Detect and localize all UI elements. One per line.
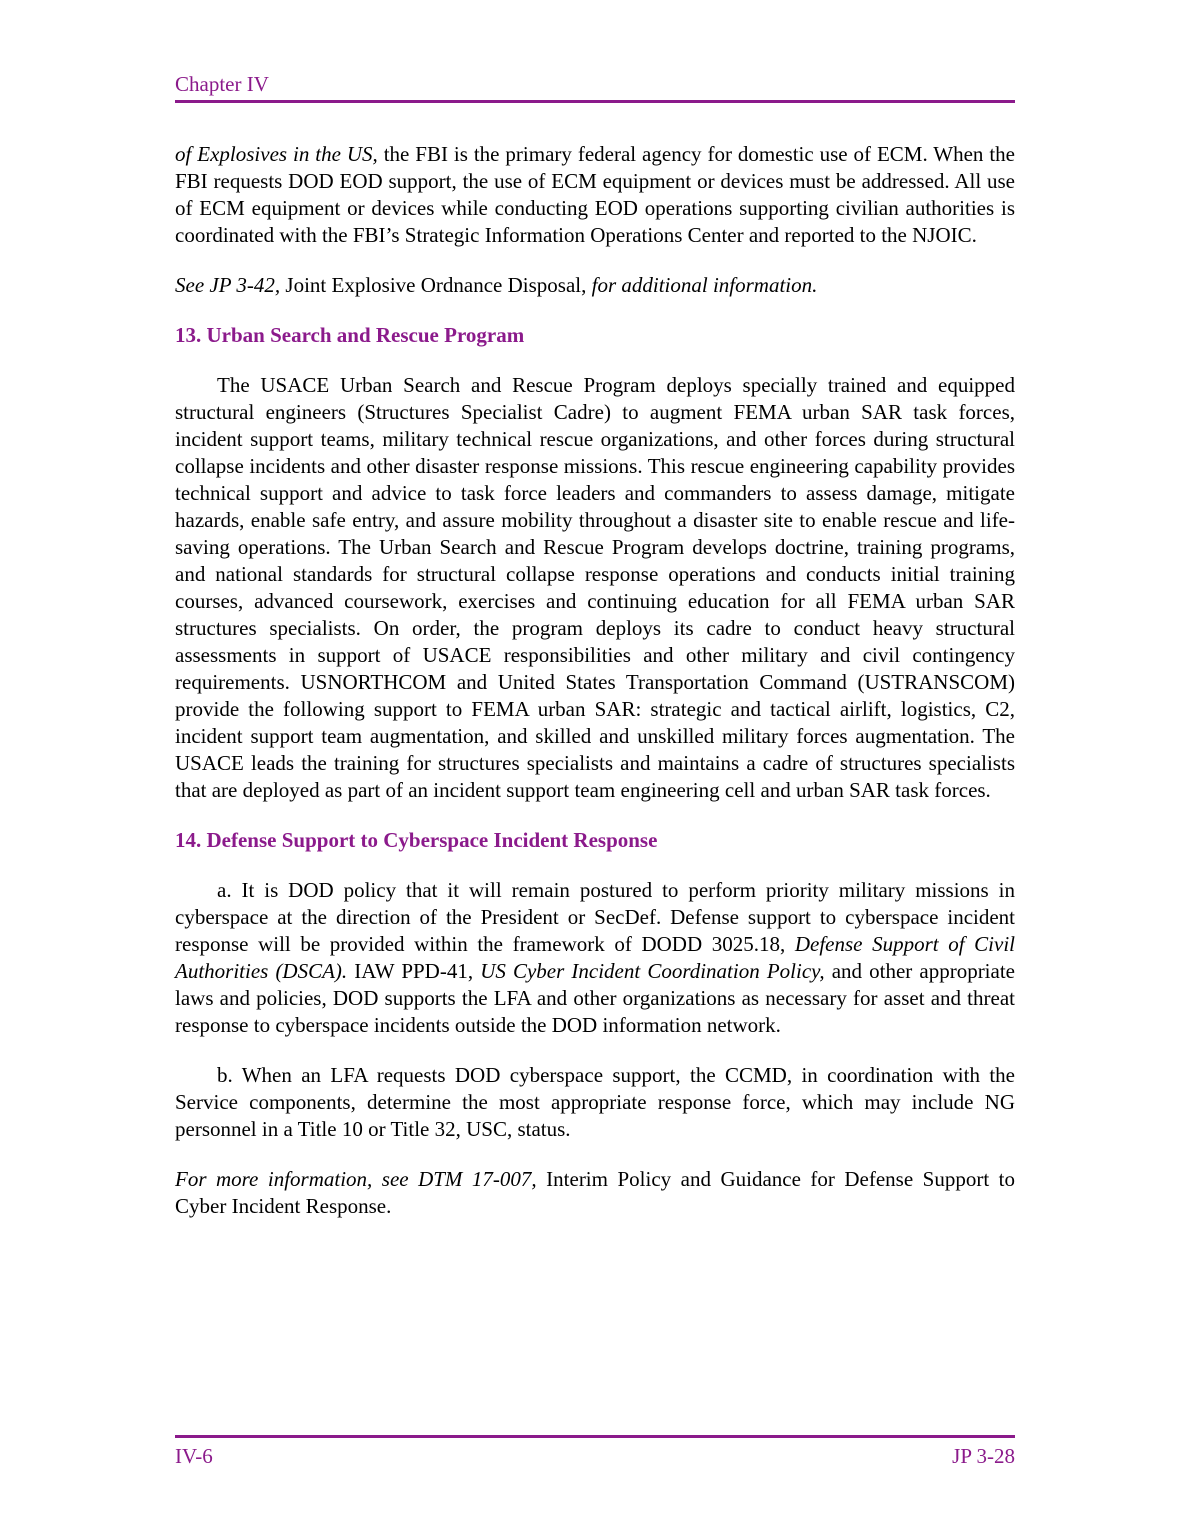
paragraph-text: and other appropriate laws and policies, DOD supports the LFA and other organizations as necessary for asset and threat response to cyberspace incidents outside the DOD information network. <box>175 959 1015 1037</box>
italic-ref: US Cyber Incident Coordination Policy, <box>480 959 825 983</box>
paragraph-text: a. It is DOD policy that it will remain postured to perform priority military missions in cyberspace at the direction of the President or SecDef. Defense support to cyberspace incident response will be provided within the framework of DODD 3025.18, <box>175 878 1015 956</box>
see-also-eod <box>175 272 1015 299</box>
page-footer <box>175 1435 1015 1470</box>
paragraph-usar: The USACE Urban Search and Rescue Program deploys specially trained and equipped structural engineers (Structures Specialist Cadre) to augment FEMA urban SAR task forces, incident support teams, military technical rescue organizations, and other forces during structural collapse incidents and other disaster response missions. This rescue engineering capability provides technical support and advice to task force leaders and commanders to assess damage, mitigate hazards, enable safe entry, and assure mobility throughout a disaster site to enable rescue and life-saving operations. The Urban Search and Rescue Program develops doctrine, training programs, and national standards for structural collapse response operations and conducts initial training courses, advanced coursework, exercises and continuing education for all FEMA urban SAR structures specialists. On order, the program deploys its cadre to conduct heavy structural assessments in support of USACE responsibilities and other military and civil contingency requirements. USNORTHCOM and United States Transportation Command (USTRANSCOM) provide the following support to FEMA urban SAR: strategic and tactical airlift, logistics, C2, incident support team augmentation, and skilled and unskilled military forces augmentation. The USACE leads the training for structures specialists and maintains a cadre of structures specialists that are deployed as part of an incident support team engineering cell and urban SAR task forces. <box>175 373 1015 802</box>
section-heading-13: 13. Urban Search and Rescue Program <box>175 323 525 347</box>
footer-row <box>175 1442 1015 1470</box>
publication-id: JP 3-28 <box>952 1444 1015 1468</box>
italic-ref: Defense Support of Civil Authorities (DSCA). <box>175 932 1016 983</box>
page-header <box>175 70 1015 103</box>
paragraph-text: the FBI is the primary federal agency for domestic use of ECM. When the FBI requests DOD EOD support, the use of ECM equipment or devices must be addressed. All use of ECM equipment or devices while conducting EOD operations supporting civilian authorities is coordinated with the FBI’s Strategic Information Operations Center and reported to the NJOIC. <box>175 142 1016 247</box>
section-heading-14: 14. Defense Support to Cyberspace Incident Response <box>175 828 658 852</box>
reference-title: Interim Policy and Guidance for Defense Support to Cyber Incident Response. <box>175 1167 1015 1218</box>
italic-ref: of Explosives in the US, <box>175 142 378 166</box>
paragraph-14a <box>175 877 1015 1039</box>
see-also-dtm <box>175 1166 1015 1220</box>
reference-title: Joint Explosive Ordnance Disposal, <box>280 273 592 297</box>
italic-ref: For more information, see DTM 17-007, <box>175 1167 537 1191</box>
italic-ref: for additional information. <box>591 273 818 297</box>
chapter-label: Chapter IV <box>175 72 269 96</box>
header-rule <box>175 100 1015 103</box>
page-body <box>175 141 1015 1243</box>
paragraph-14b: b. When an LFA requests DOD cyberspace support, the CCMD, in coordination with the Service components, determine the most appropriate response force, which may include NG personnel in a Title 10 or Title 32, USC, status. <box>175 1063 1015 1141</box>
paragraph-ecm <box>175 141 1015 249</box>
italic-ref: See JP 3-42, <box>175 273 281 297</box>
page-number: IV-6 <box>175 1444 213 1468</box>
paragraph-text: IAW PPD-41, <box>347 959 481 983</box>
footer-rule <box>175 1435 1015 1438</box>
